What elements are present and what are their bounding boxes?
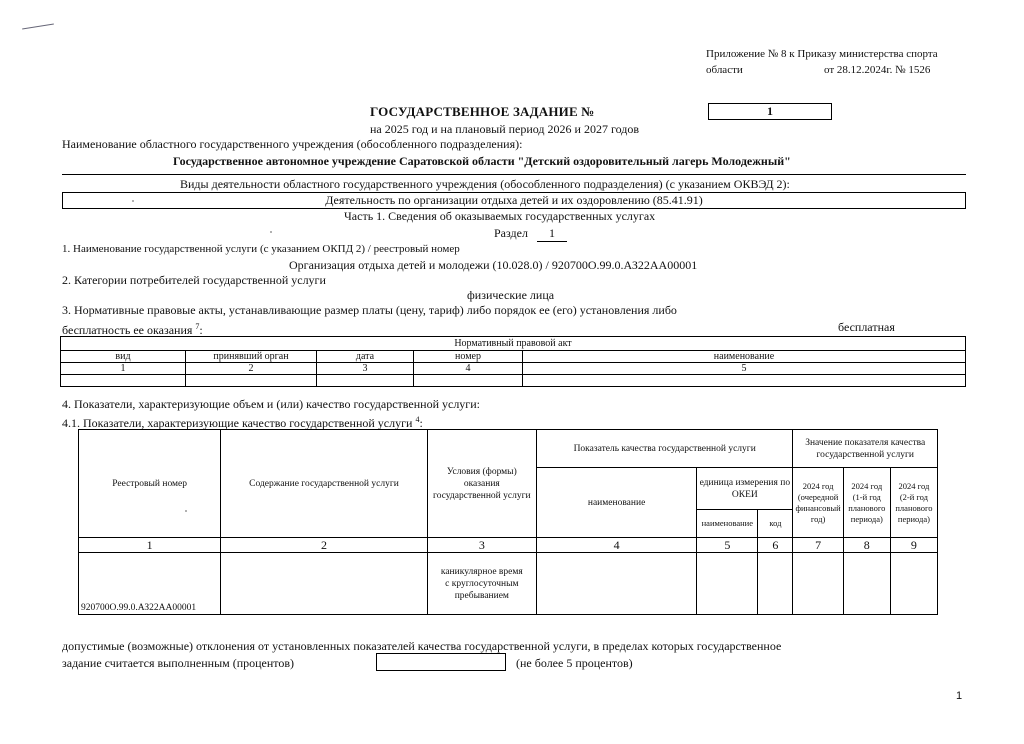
condition-line: пребыванием: [454, 590, 509, 601]
header-year-plan1: 2024 год (1-й год планового периода): [843, 468, 890, 538]
footnote-marker: 7: [195, 322, 200, 331]
table-cell: [221, 553, 427, 615]
indicators-item41-text: 4.1. Показатели, характеризующие качество государственной услуги: [62, 416, 413, 430]
header-quality-indicator: Показатель качества государственной услуги: [536, 430, 793, 468]
footnote-marker: 4: [415, 415, 420, 424]
annex-order: от 28.12.2024г. № 1526: [824, 64, 931, 76]
table-cell: [523, 375, 966, 387]
activity-label: Виды деятельности областного государственного учреждения (обособленного подразделения) (с указанием ОКВЭД 2):: [180, 177, 790, 191]
legal-acts-title: Нормативный правовой акт: [61, 337, 966, 351]
scan-speck: [132, 200, 134, 202]
legal-acts-table: [60, 336, 966, 387]
pen-mark: [22, 24, 54, 30]
header-conditions: Условия (формы) оказания государственной услуги: [427, 430, 536, 538]
part1-title: Часть 1. Сведения об оказываемых государственных услугах: [344, 209, 656, 223]
col-header-date: дата: [317, 351, 414, 363]
table-cell: [317, 375, 414, 387]
table-cell: [414, 375, 523, 387]
section-heading: [494, 226, 567, 242]
section-label: Раздел: [494, 226, 528, 240]
table-cell: [186, 375, 317, 387]
task-number: 1: [708, 103, 832, 120]
col-number: 4: [536, 538, 696, 553]
colon: :: [419, 416, 423, 430]
col-number: 4: [414, 363, 523, 375]
payment-value: бесплатная: [838, 320, 895, 334]
quality-indicators-table: [78, 429, 938, 615]
col-number: 7: [793, 538, 843, 553]
section-number: 1: [537, 226, 567, 242]
table-cell: [61, 375, 186, 387]
service-item1-label: 1. Наименование государственной услуги (с указанием ОКПД 2) / реестровый номер: [62, 243, 460, 255]
activity-value: Деятельность по организации отдыха детей и их оздоровлению (85.41.91): [325, 193, 703, 207]
deviation-percent-box: [376, 653, 506, 671]
header-unit-code: код: [758, 510, 793, 538]
table-cell: [793, 553, 843, 615]
header-unit-name: наименование: [697, 510, 758, 538]
header-service-content: Содержание государственной услуги: [221, 430, 427, 538]
col-number: 1: [79, 538, 221, 553]
header-indicator-name: наименование: [536, 468, 696, 538]
annex-region: области: [706, 64, 743, 76]
colon: :: [199, 323, 203, 337]
col-header-kind: вид: [61, 351, 186, 363]
page-number: 1: [956, 690, 963, 702]
service-item3-text: бесплатность ее оказания: [62, 323, 193, 337]
activity-box: [62, 192, 966, 209]
col-number: 5: [523, 363, 966, 375]
col-number: 6: [758, 538, 793, 553]
table-cell: [758, 553, 793, 615]
indicators-item4: 4. Показатели, характеризующие объем и (или) качество государственной услуги:: [62, 397, 480, 411]
header-unit: единица измерения по ОКЕИ: [697, 468, 793, 510]
registry-number-cell: 920700О.99.0.АЗ22АА00001: [79, 553, 221, 615]
col-number: 3: [427, 538, 536, 553]
col-header-number: номер: [414, 351, 523, 363]
deviation-note: (не более 5 процентов): [516, 656, 633, 670]
table-cell: [890, 553, 937, 615]
scan-speck: [270, 231, 272, 233]
conditions-cell: [427, 553, 536, 615]
col-number: 9: [890, 538, 937, 553]
col-number: 2: [186, 363, 317, 375]
col-number: 2: [221, 538, 427, 553]
col-number: 3: [317, 363, 414, 375]
annex-note: [706, 46, 966, 78]
table-cell: [843, 553, 890, 615]
document-title: ГОСУДАРСТВЕННОЕ ЗАДАНИЕ №: [370, 104, 595, 119]
deviation-line1: допустимые (возможные) отклонения от установленных показателей качества государственной услуги, в пределах которых государственное: [62, 639, 782, 653]
col-number: 5: [697, 538, 758, 553]
annex-line1: Приложение № 8 к Приказу министерства спорта: [706, 48, 938, 60]
col-header-authority: принявший орган: [186, 351, 317, 363]
service-item3-line1: 3. Нормативные правовые акты, устанавливающие размер платы (цену, тариф) либо порядок ее (его) установления либо: [62, 303, 677, 317]
divider: [62, 174, 966, 175]
service-item1-value: Организация отдыха детей и молодежи (10.028.0) / 920700О.99.0.АЗ22АА00001: [289, 258, 698, 272]
service-item2-value: физические лица: [467, 288, 555, 302]
table-cell: [536, 553, 696, 615]
institution-label: Наименование областного государственного учреждения (обособленного подразделения):: [62, 137, 523, 151]
institution-name: Государственное автономное учреждение Саратовской области "Детский оздоровительный лагерь Молодежный": [173, 154, 791, 168]
deviation-line2: задание считается выполненным (процентов): [62, 656, 295, 670]
col-header-name: наименование: [523, 351, 966, 363]
header-indicator-value: Значение показателя качества государственной услуги: [793, 430, 938, 468]
header-registry-number: Реестровый номер: [79, 430, 221, 538]
header-year-current: 2024 год (очередной финансовый год): [793, 468, 843, 538]
condition-line: каникулярное время: [440, 566, 523, 577]
col-number: 1: [61, 363, 186, 375]
col-number: 8: [843, 538, 890, 553]
header-year-plan2: 2024 год (2-й год планового периода): [890, 468, 937, 538]
scan-speck: [185, 510, 187, 512]
table-cell: [697, 553, 758, 615]
condition-line: с круглосуточным: [445, 578, 519, 589]
period-line: на 2025 год и на плановый период 2026 и 2027 годов: [370, 122, 640, 136]
service-item2-label: 2. Категории потребителей государственной услуги: [62, 273, 326, 287]
